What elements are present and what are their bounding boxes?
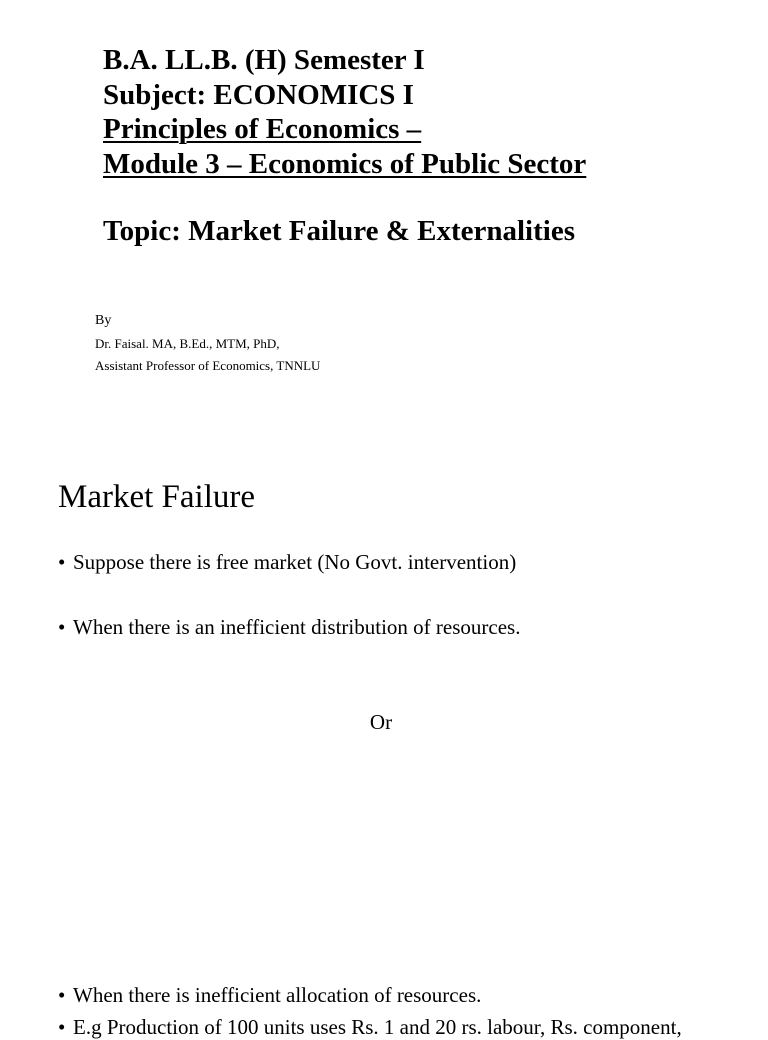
- or-separator: Or: [369, 710, 393, 734]
- bullet-item: [58, 549, 516, 575]
- bullet-text: When there is an inefficient distribution of resources.: [73, 615, 521, 639]
- section-title: Market Failure: [58, 479, 256, 515]
- bullet-dot: •: [58, 550, 66, 574]
- bullet-text: E.g Production of 100 units uses Rs. 1 and 20 rs. labour, Rs. component,: [73, 1015, 682, 1039]
- bullet-dot: •: [58, 983, 66, 1007]
- topic-heading: Topic: Market Failure & Externalities: [103, 215, 575, 247]
- bullet-text: Suppose there is free market (No Govt. intervention): [73, 550, 517, 574]
- bullet-dot: •: [58, 1015, 66, 1039]
- bullet-item: [58, 614, 520, 640]
- bullet-text: When there is inefficient allocation of resources.: [73, 983, 482, 1007]
- author-name: Dr. Faisal. MA, B.Ed., MTM, PhD,: [95, 335, 280, 351]
- bullet-item: [58, 1014, 682, 1040]
- author-block: [95, 310, 320, 378]
- document-header: [103, 43, 586, 181]
- course-line: B.A. LL.B. (H) Semester I: [103, 44, 425, 76]
- bullet-dot: •: [58, 615, 66, 639]
- principles-line: Principles of Economics –: [103, 113, 422, 145]
- subject-line: Subject: ECONOMICS I: [103, 78, 414, 111]
- author-title: Assistant Professor of Economics, TNNLU: [95, 358, 321, 373]
- bullet-item: [58, 982, 481, 1008]
- author-by: By: [95, 313, 112, 328]
- module-line: Module 3 – Economics of Public Sector: [103, 147, 587, 180]
